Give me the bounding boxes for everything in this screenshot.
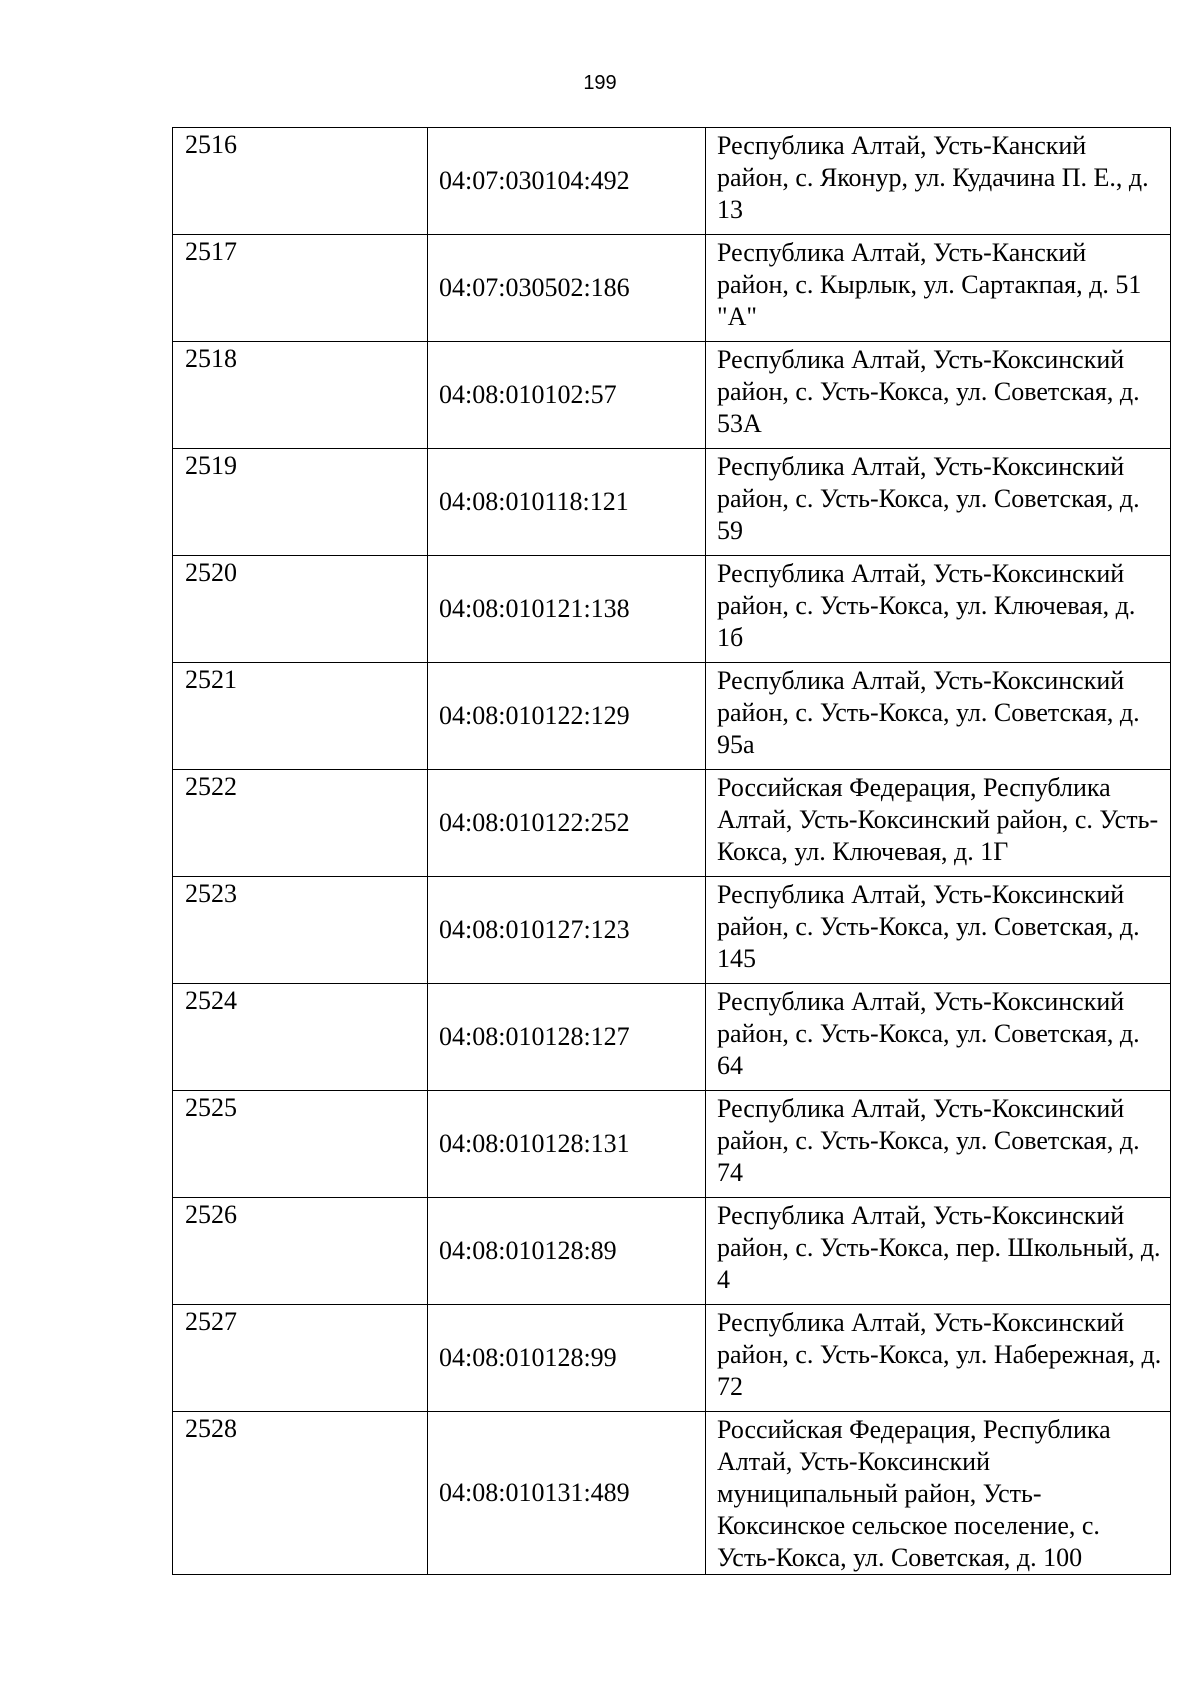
cadastral-number: 04:08:010118:121 — [428, 449, 706, 556]
row-number: 2520 — [173, 556, 428, 663]
address: Российская Федерация, Республика Алтай, Усть-Коксинский район, с. Усть-Кокса, ул. Ключевая, д. 1Г — [706, 770, 1171, 877]
address: Республика Алтай, Усть-Коксинский район, с. Усть-Кокса, ул. Советская, д. 145 — [706, 877, 1171, 984]
cadastral-number: 04:08:010122:252 — [428, 770, 706, 877]
row-number: 2522 — [173, 770, 428, 877]
property-registry-table — [172, 127, 1171, 1575]
table-row — [173, 1305, 1171, 1412]
table-row — [173, 556, 1171, 663]
row-number: 2528 — [173, 1412, 428, 1575]
table-row — [173, 663, 1171, 770]
row-number: 2519 — [173, 449, 428, 556]
address: Республика Алтай, Усть-Коксинский район, с. Усть-Кокса, ул. Ключевая, д. 1б — [706, 556, 1171, 663]
row-number: 2523 — [173, 877, 428, 984]
address: Республика Алтай, Усть-Коксинский район, с. Усть-Кокса, ул. Советская, д. 74 — [706, 1091, 1171, 1198]
cadastral-number: 04:08:010128:131 — [428, 1091, 706, 1198]
address: Республика Алтай, Усть-Канский район, с. Кырлык, ул. Сартакпая, д. 51 "А" — [706, 235, 1171, 342]
cadastral-number: 04:08:010128:127 — [428, 984, 706, 1091]
cadastral-number: 04:08:010128:89 — [428, 1198, 706, 1305]
row-number: 2527 — [173, 1305, 428, 1412]
row-number: 2521 — [173, 663, 428, 770]
table-row — [173, 342, 1171, 449]
table-row — [173, 877, 1171, 984]
table-row — [173, 449, 1171, 556]
table-row — [173, 235, 1171, 342]
address: Республика Алтай, Усть-Коксинский район, с. Усть-Кокса, ул. Советская, д. 95а — [706, 663, 1171, 770]
row-number: 2518 — [173, 342, 428, 449]
row-number: 2526 — [173, 1198, 428, 1305]
table-row — [173, 984, 1171, 1091]
table-row — [173, 128, 1171, 235]
row-number: 2525 — [173, 1091, 428, 1198]
table-row — [173, 1198, 1171, 1305]
row-number: 2524 — [173, 984, 428, 1091]
table-row — [173, 1412, 1171, 1575]
cadastral-number: 04:08:010128:99 — [428, 1305, 706, 1412]
cadastral-number: 04:08:010131:489 — [428, 1412, 706, 1575]
address: Республика Алтай, Усть-Канский район, с. Яконур, ул. Кудачина П. Е., д. 13 — [706, 128, 1171, 235]
cadastral-number: 04:08:010102:57 — [428, 342, 706, 449]
row-number: 2517 — [173, 235, 428, 342]
page-number: 199 — [583, 72, 617, 94]
cadastral-number: 04:08:010122:129 — [428, 663, 706, 770]
address: Республика Алтай, Усть-Коксинский район, с. Усть-Кокса, ул. Советская, д. 53А — [706, 342, 1171, 449]
table-row — [173, 1091, 1171, 1198]
address: Российская Федерация, Республика Алтай, Усть-Коксинский муниципальный район, Усть-Коксинское сельское поселение, с. Усть-Кокса, ул. Советская, д. 100 — [706, 1412, 1171, 1575]
cadastral-number: 04:08:010121:138 — [428, 556, 706, 663]
row-number: 2516 — [173, 128, 428, 235]
address: Республика Алтай, Усть-Коксинский район, с. Усть-Кокса, ул. Советская, д. 64 — [706, 984, 1171, 1091]
cadastral-number: 04:07:030502:186 — [428, 235, 706, 342]
cadastral-number: 04:07:030104:492 — [428, 128, 706, 235]
address: Республика Алтай, Усть-Коксинский район, с. Усть-Кокса, ул. Советская, д. 59 — [706, 449, 1171, 556]
address: Республика Алтай, Усть-Коксинский район, с. Усть-Кокса, пер. Школьный, д. 4 — [706, 1198, 1171, 1305]
cadastral-number: 04:08:010127:123 — [428, 877, 706, 984]
table-row — [173, 770, 1171, 877]
address: Республика Алтай, Усть-Коксинский район, с. Усть-Кокса, ул. Набережная, д. 72 — [706, 1305, 1171, 1412]
